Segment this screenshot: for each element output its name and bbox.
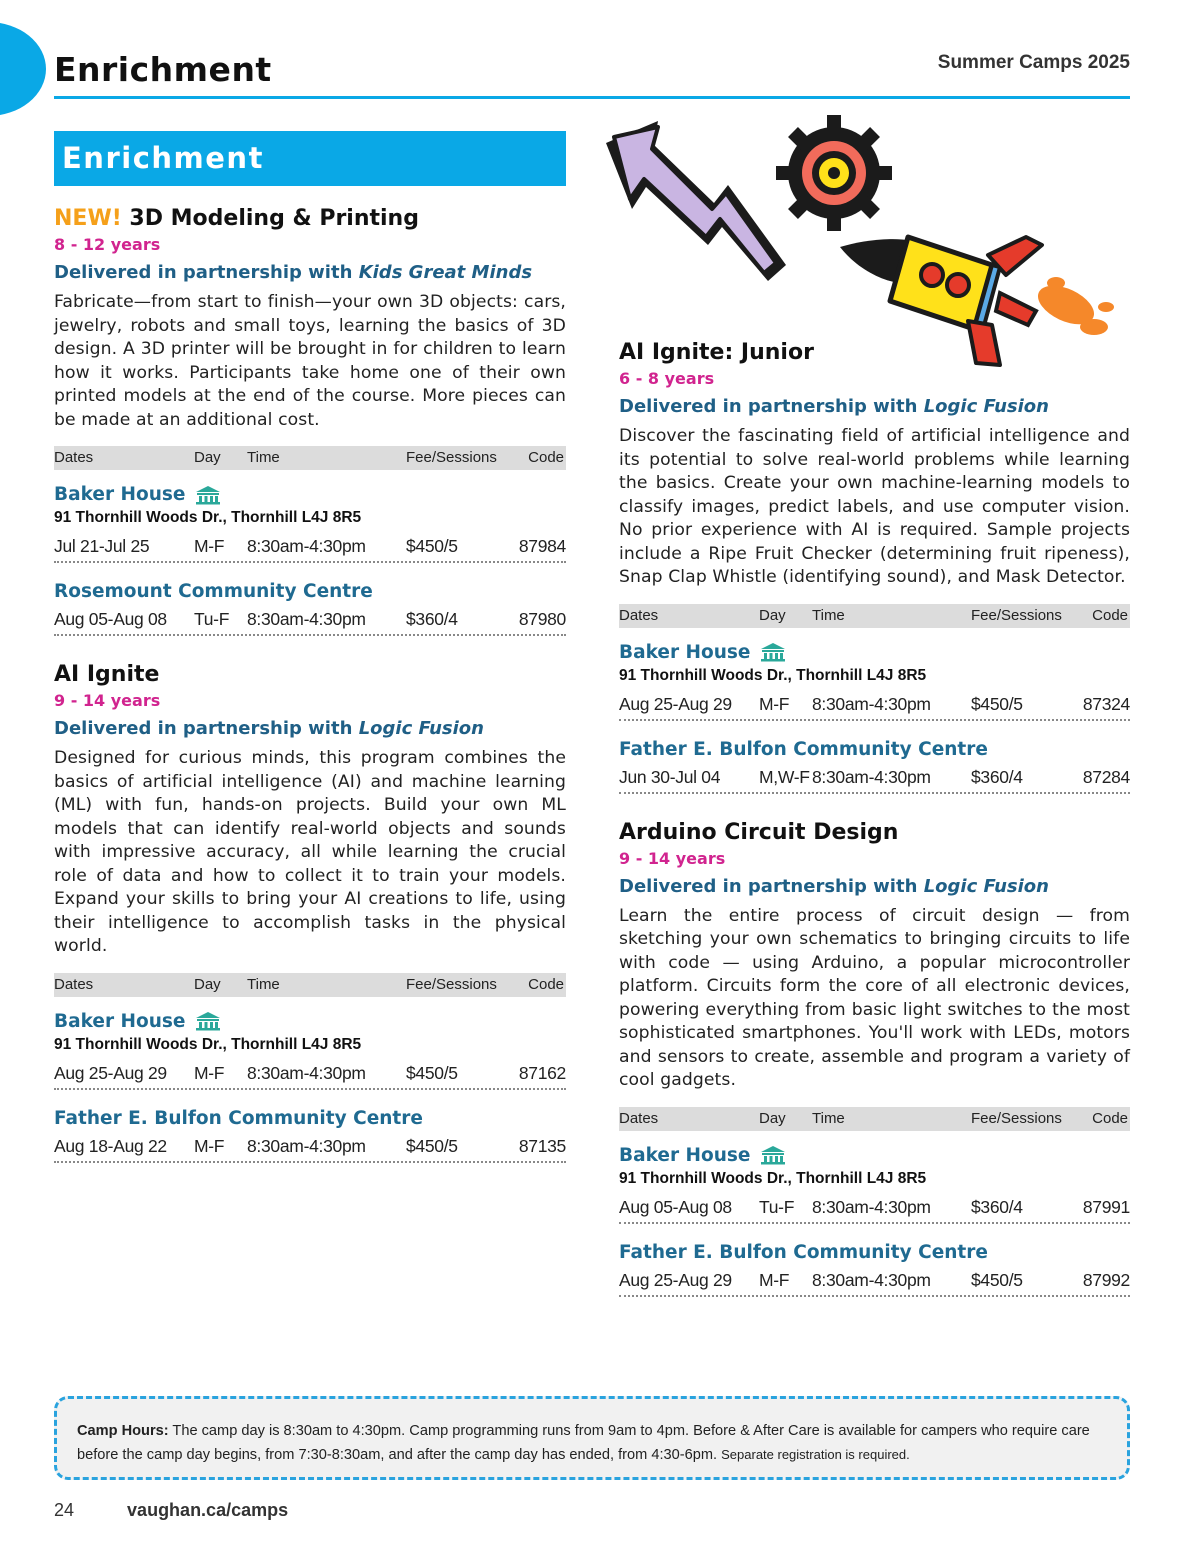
session-dates: Aug 05-Aug 08 — [619, 1196, 732, 1217]
header-time: Time — [812, 606, 845, 624]
program-ai-ignite — [54, 662, 566, 1163]
schedule-table-header — [619, 1107, 1130, 1131]
location-name-text: Father E. Bulfon Community Centre — [619, 738, 988, 760]
header-dates: Dates — [619, 606, 659, 624]
left-column — [54, 131, 566, 1181]
page-footer — [54, 1500, 288, 1521]
session-day: M-F — [194, 536, 225, 556]
session-time: 8:30am-4:30pm — [812, 766, 931, 787]
partner-name: Logic Fusion — [358, 718, 484, 739]
location-name-text: Baker House — [54, 1010, 186, 1032]
session-dates: Aug 05-Aug 08 — [54, 609, 167, 629]
location-name-text: Rosemount Community Centre — [54, 581, 373, 602]
location-name — [619, 1145, 1130, 1166]
header-fee: Fee/Sessions — [971, 1109, 1062, 1127]
header-code: Code — [1092, 606, 1128, 624]
session-dates: Aug 25-Aug 29 — [619, 1269, 732, 1290]
session-fee: $450/5 — [406, 536, 458, 556]
session-dates: Aug 25-Aug 29 — [54, 1062, 167, 1083]
session-dates: Aug 18-Aug 22 — [54, 1135, 167, 1156]
program-arduino-circuit-design — [619, 820, 1130, 1297]
location-name — [54, 1011, 566, 1032]
location-address: 91 Thornhill Woods Dr., Thornhill L4J 8R5 — [54, 1035, 362, 1053]
age-range: 8 - 12 years — [54, 235, 161, 254]
program-title — [54, 206, 566, 231]
header-fee: Fee/Sessions — [406, 975, 497, 993]
partner-prefix: Delivered in partnership with — [619, 875, 918, 897]
session-code: 87324 — [1082, 693, 1130, 714]
schedule-table-header — [54, 446, 566, 470]
session-code: 87992 — [1082, 1269, 1130, 1290]
page-number: 24 — [54, 1500, 75, 1520]
session-day: Tu-F — [194, 609, 230, 629]
location-address: 91 Thornhill Woods Dr., Thornhill L4J 8R5 — [619, 1169, 927, 1187]
section-tab-marker — [0, 22, 46, 116]
decorative-illustration — [596, 115, 1130, 375]
page-title: Enrichment — [54, 50, 272, 89]
location-name-text: Baker House — [619, 1144, 751, 1166]
building-icon — [195, 1011, 221, 1031]
header-code: Code — [528, 975, 564, 993]
camp-hours-text: The camp day is 8:30am to 4:30pm. Camp programming runs from 9am to 4pm. Before & After Care is available for campers who require care before the camp day begins, from 7:30-8:30am, and after the camp day has ended, from 4:30-6pm. — [77, 1423, 1090, 1463]
building-icon — [760, 1145, 786, 1165]
location-name-text: Baker House — [619, 641, 751, 663]
session-code: 87284 — [1082, 766, 1130, 787]
right-column — [619, 340, 1130, 1315]
program-3d-modeling — [54, 206, 566, 636]
table-row — [619, 1267, 1130, 1297]
session-fee: $450/5 — [406, 1135, 458, 1156]
location-name-text: Father E. Bulfon Community Centre — [54, 1107, 423, 1129]
age-range: 9 - 14 years — [619, 848, 726, 868]
table-row — [619, 1194, 1130, 1224]
header-fee: Fee/Sessions — [971, 606, 1062, 624]
location-name — [619, 739, 1130, 760]
session-time: 8:30am-4:30pm — [812, 1196, 931, 1217]
location-name — [54, 581, 566, 602]
session-code: 87984 — [518, 536, 566, 556]
session-code: 87980 — [518, 609, 566, 629]
age-range: 6 - 8 years — [619, 369, 715, 388]
partner-line — [619, 396, 1130, 417]
schedule-table-header — [54, 973, 566, 997]
session-dates: Jun 30-Jul 04 — [619, 766, 721, 787]
table-row — [54, 1060, 566, 1090]
program-title: AI Ignite: Junior — [619, 340, 814, 365]
header-dates: Dates — [619, 1109, 659, 1127]
partner-name: Kids Great Minds — [358, 262, 533, 283]
website-url: vaughan.ca/camps — [127, 1500, 289, 1520]
program-description: Fabricate—from start to finish—your own 3D objects: cars, jewelry, robots and small toys, learning the basics of 3D design. A 3D printer will be brought in for children to learn how it works. Participants take home one of their own printed models at the end of the course. More pieces can be made at an additional cost. — [54, 292, 566, 430]
session-day: M-F — [194, 1062, 225, 1083]
session-dates: Aug 25-Aug 29 — [619, 693, 732, 714]
session-day: M-F — [759, 693, 790, 714]
header-fee: Fee/Sessions — [406, 449, 497, 466]
location-name-text: Baker House — [54, 484, 186, 505]
partner-line — [54, 718, 566, 739]
location-name — [619, 642, 1130, 663]
session-code: 87162 — [518, 1062, 566, 1083]
header-code: Code — [1092, 1109, 1128, 1127]
location-address: 91 Thornhill Woods Dr., Thornhill L4J 8R5 — [54, 509, 362, 526]
session-time: 8:30am-4:30pm — [247, 1135, 366, 1156]
session-time: 8:30am-4:30pm — [812, 693, 931, 714]
header-dates: Dates — [54, 975, 94, 993]
location-name — [54, 1108, 566, 1129]
header-time: Time — [247, 449, 280, 466]
partner-line — [619, 876, 1130, 897]
header-code: Code — [528, 449, 564, 466]
session-code: 87135 — [518, 1135, 566, 1156]
session-day: Tu-F — [759, 1196, 795, 1217]
location-address: 91 Thornhill Woods Dr., Thornhill L4J 8R5 — [619, 666, 927, 684]
publication-title: Summer Camps 2025 — [937, 52, 1130, 73]
camp-hours-label: Camp Hours: — [77, 1423, 169, 1439]
program-title: Arduino Circuit Design — [619, 819, 899, 845]
session-time: 8:30am-4:30pm — [812, 1269, 931, 1290]
program-ai-ignite-junior — [619, 340, 1130, 794]
session-time: 8:30am-4:30pm — [247, 609, 366, 629]
table-row — [619, 691, 1130, 721]
session-fee: $360/4 — [406, 609, 458, 629]
gear-icon — [776, 115, 892, 231]
table-row — [619, 764, 1130, 794]
session-time: 8:30am-4:30pm — [247, 536, 366, 556]
program-title: AI Ignite — [54, 662, 160, 687]
session-code: 87991 — [1082, 1196, 1130, 1217]
session-fee: $450/5 — [406, 1062, 458, 1083]
program-description: Discover the fascinating field of artificial intelligence and its potential to solve real-world problems while learning the basics. Create your own machine-learning models to classify images, predict labels, and use computer vision. No prior experience with AI is required. Sample projects include a Ripe Fruit Checker (determining fruit ripeness), Snap Clap Whistle (identifying sound), and Mask Detector. — [619, 426, 1130, 587]
camp-hours-note: Separate registration is required. — [721, 1447, 910, 1462]
program-description: Designed for curious minds, this program combines the basics of artificial intelligence (AI) and machine learning (ML) with fun, hands-on projects. Build your own ML models that can identify real-world objects and sounds with impressive accuracy, all while learning the crucial role of data and how to collect it to train your models. Expand your skills to bring your AI creations to life, using their intelligence to accomplish tasks in the physical world. — [54, 748, 566, 956]
age-range: 9 - 14 years — [54, 691, 161, 710]
session-day: M-F — [759, 1269, 790, 1290]
session-day: M-F — [194, 1135, 225, 1156]
section-banner: Enrichment — [54, 131, 566, 186]
partner-prefix: Delivered in partnership with — [54, 718, 353, 739]
partner-name: Logic Fusion — [923, 396, 1049, 417]
session-fee: $360/4 — [971, 766, 1023, 787]
page-header — [54, 46, 1130, 99]
partner-name: Logic Fusion — [923, 875, 1049, 897]
header-time: Time — [247, 975, 280, 993]
building-icon — [760, 642, 786, 662]
program-title-text: 3D Modeling & Printing — [129, 206, 419, 231]
location-name — [619, 1242, 1130, 1263]
partner-line — [54, 262, 566, 283]
partner-prefix: Delivered in partnership with — [54, 262, 353, 283]
schedule-table-header — [619, 604, 1130, 628]
location-name — [54, 484, 566, 505]
session-day: M,W-F — [759, 766, 810, 787]
camp-hours-notice — [54, 1396, 1130, 1480]
session-time: 8:30am-4:30pm — [247, 1062, 366, 1083]
header-day: Day — [194, 449, 221, 466]
new-label: NEW! — [54, 206, 122, 231]
location-name-text: Father E. Bulfon Community Centre — [619, 1241, 988, 1263]
session-dates: Jul 21-Jul 25 — [54, 536, 150, 556]
arrow-icon — [606, 121, 786, 281]
table-row — [54, 1133, 566, 1163]
session-fee: $450/5 — [971, 693, 1023, 714]
session-fee: $450/5 — [971, 1269, 1023, 1290]
header-dates: Dates — [54, 449, 94, 466]
program-description: Learn the entire process of circuit design — from sketching your own schematics to bringing circuits to life with code — using Arduino, a popular microcontroller platform. Circuits form the core of all electronic devices, powering everything from basic light switches to the most sophisticated smartphones. You'll work with LEDs, motors and sensors to create, assemble and program a variety of cool gadgets. — [619, 905, 1130, 1090]
header-day: Day — [759, 606, 786, 624]
header-time: Time — [812, 1109, 845, 1127]
header-day: Day — [759, 1109, 786, 1127]
building-icon — [195, 485, 221, 505]
session-fee: $360/4 — [971, 1196, 1023, 1217]
header-day: Day — [194, 975, 221, 993]
table-row — [54, 606, 566, 636]
table-row — [54, 533, 566, 563]
partner-prefix: Delivered in partnership with — [619, 396, 918, 417]
